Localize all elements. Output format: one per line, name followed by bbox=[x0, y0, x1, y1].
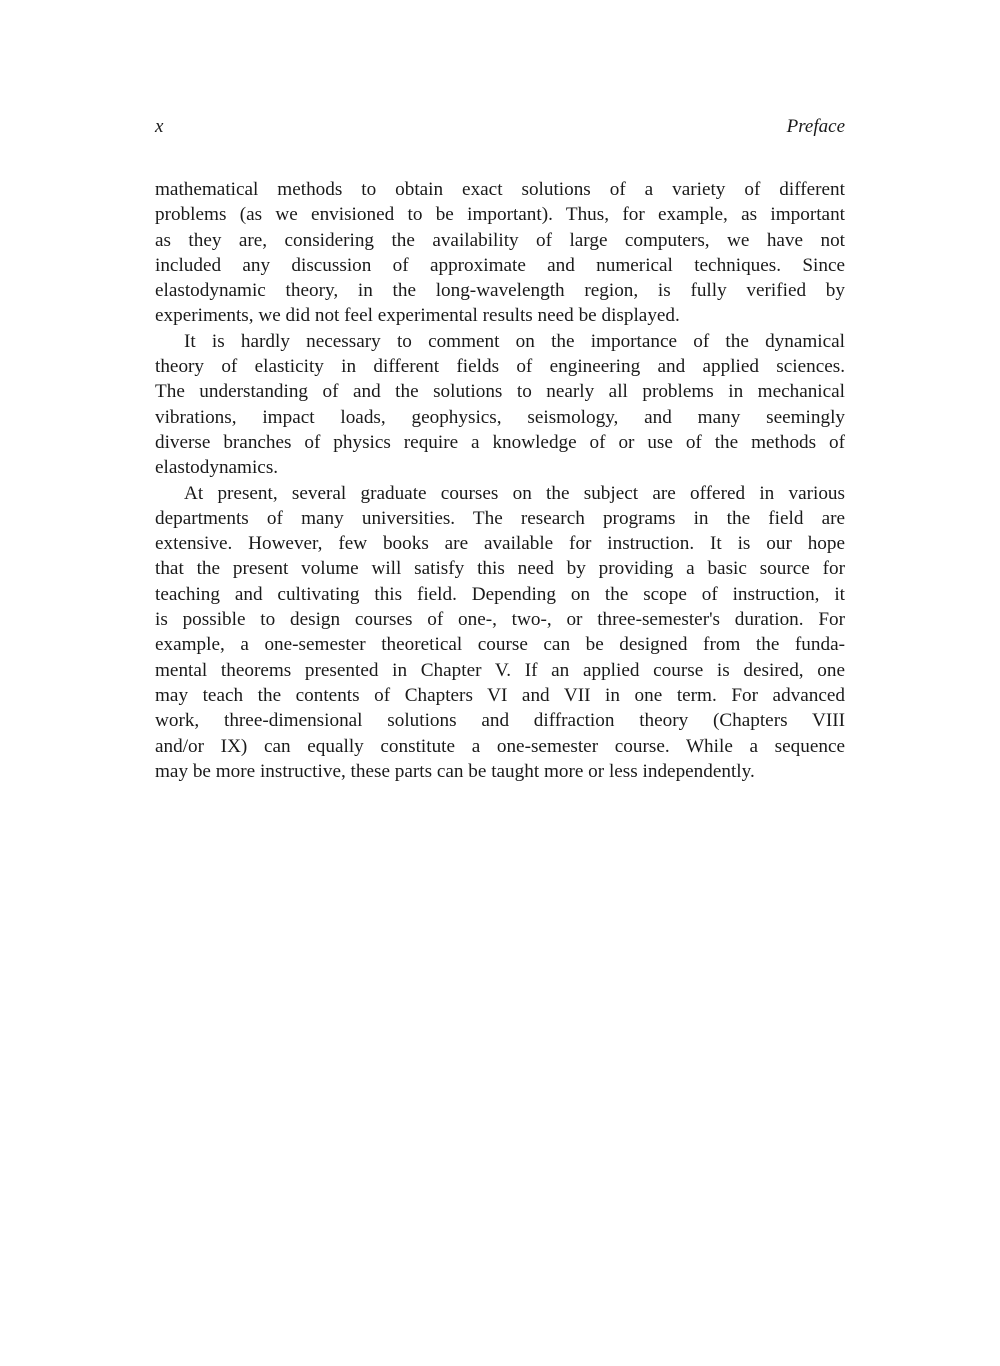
text-line: extensive. However, few books are available for instruction. It is our hope bbox=[155, 533, 845, 555]
body-text bbox=[155, 177, 845, 784]
text-line: work, three-dimensional solutions and diffraction theory (Chapters VIII bbox=[155, 710, 845, 732]
text-line: The understanding of and the solutions to nearly all problems in mechanical bbox=[155, 381, 845, 403]
text-line: departments of many universities. The research programs in the field are bbox=[155, 507, 845, 529]
text-line: elastodynamic theory, in the long-wavelength region, is fully verified by bbox=[155, 280, 845, 302]
text-line: may be more instructive, these parts can be taught more or less independently. bbox=[155, 760, 755, 782]
text-line: experiments, we did not feel experimental results need be displayed. bbox=[155, 305, 680, 327]
running-head bbox=[155, 116, 845, 144]
text-line: diverse branches of physics require a knowledge of or use of the methods of bbox=[155, 431, 845, 453]
paragraph-2 bbox=[155, 329, 845, 481]
text-line: included any discussion of approximate and numerical techniques. Since bbox=[155, 254, 845, 276]
text-line: mental theorems presented in Chapter V. If an applied course is desired, one bbox=[155, 659, 845, 681]
text-line: theory of elasticity in different fields of engineering and applied sciences. bbox=[155, 356, 845, 378]
text-line: It is hardly necessary to comment on the importance of the dynamical bbox=[184, 330, 845, 352]
section-title: Preface bbox=[786, 116, 845, 137]
text-line: that the present volume will satisfy this need by providing a basic source for bbox=[155, 558, 845, 580]
text-line: elastodynamics. bbox=[155, 457, 279, 479]
text-line: problems (as we envisioned to be important). Thus, for example, as important bbox=[155, 204, 845, 226]
text-line: example, a one-semester theoretical course can be designed from the funda- bbox=[155, 634, 845, 656]
text-line: At present, several graduate courses on the subject are offered in various bbox=[184, 482, 845, 504]
paragraph-1 bbox=[155, 177, 845, 329]
text-line: may teach the contents of Chapters VI and VII in one term. For advanced bbox=[155, 684, 845, 706]
text-line: vibrations, impact loads, geophysics, seismology, and many seemingly bbox=[155, 406, 845, 428]
text-line: as they are, considering the availability of large computers, we have not bbox=[155, 229, 845, 251]
page-number: x bbox=[155, 116, 164, 137]
text-line: and/or IX) can equally constitute a one-semester course. While a sequence bbox=[155, 735, 845, 757]
text-line: is possible to design courses of one-, two-, or three-semester's duration. For bbox=[155, 609, 845, 631]
text-line: mathematical methods to obtain exact solutions of a variety of different bbox=[155, 179, 845, 200]
paragraph-3 bbox=[155, 481, 845, 785]
text-line: teaching and cultivating this field. Depending on the scope of instruction, it bbox=[155, 583, 845, 605]
